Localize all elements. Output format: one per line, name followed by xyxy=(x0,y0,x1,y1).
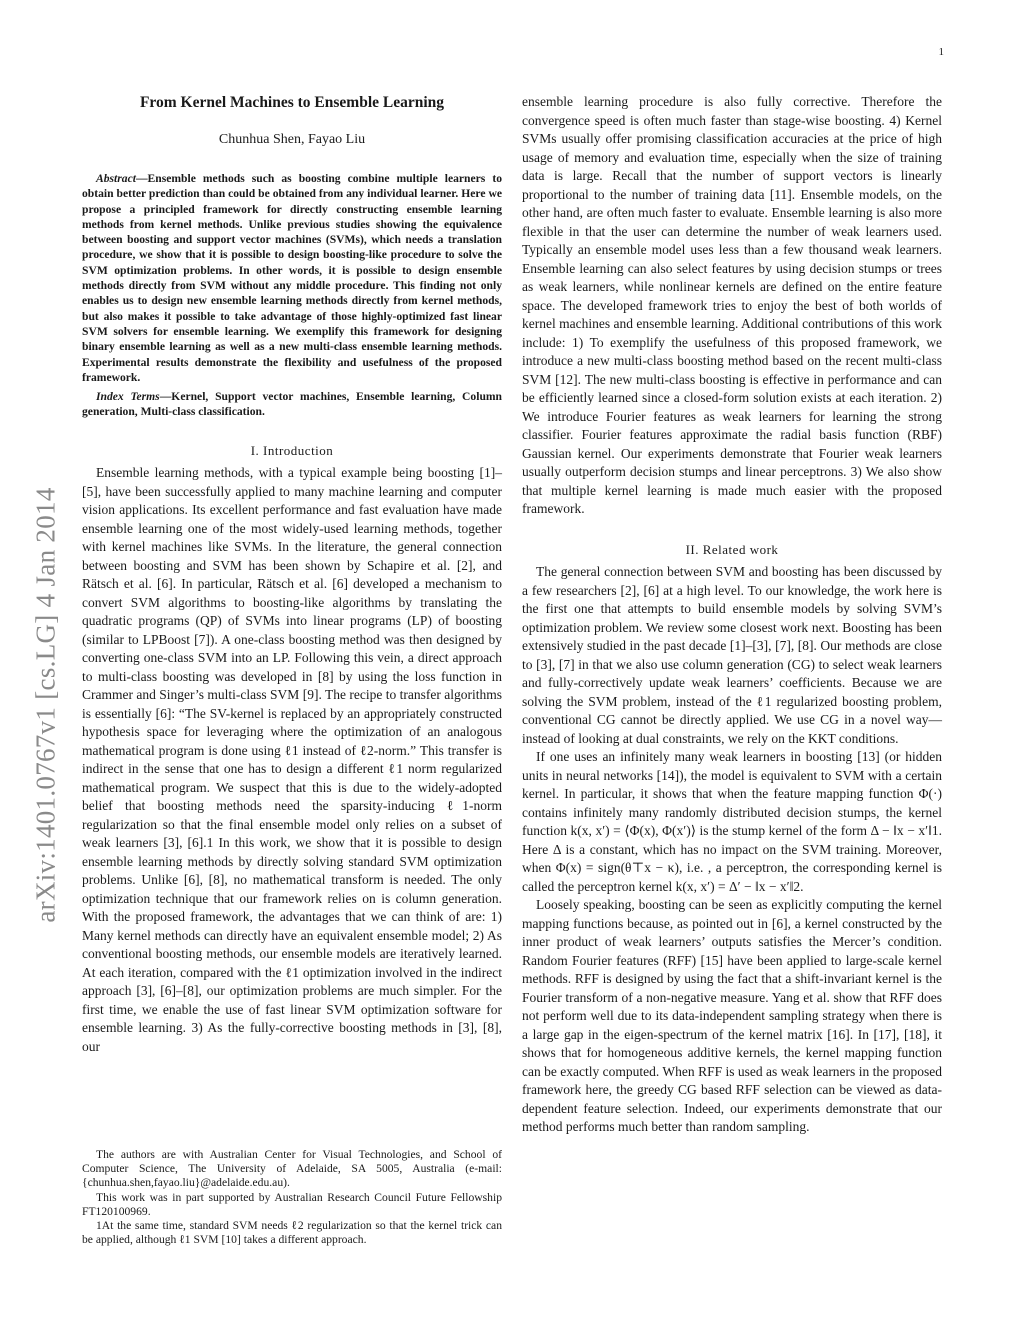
paper-authors: Chunhua Shen, Fayao Liu xyxy=(218,131,366,147)
page-number: 1 xyxy=(938,46,944,58)
related-work-paragraph-2: If one uses an infinitely many weak learners in boosting [13] (or hidden units in neural networks [14]), the model is equivalent to SVM with a certain kernel. In particular, it shows that when the feature mapping function Φ(·) contains infinitely many randomly distributed decision stumps, the kernel function k(x, x′) = ⟨Φ(x), Φ(x′)⟩ is the stump kernel of the form Δ − ‖x − x′‖1. Here Δ is a constant, which has no impact on the SVM training. Moreover, when Φ(x) = sign(θ⊤x − κ), i.e. , a perceptron, the corresponding kernel is called the perceptron kernel k(x, x′) = Δ′ − ‖x − x′‖2. xyxy=(522,749,942,894)
arxiv-stamp: arXiv:1401.0767v1 [cs.LG] 4 Jan 2014 xyxy=(30,487,61,923)
index-terms xyxy=(82,389,502,420)
related-work-paragraph-3: Loosely speaking, boosting can be seen as explicitly computing the kernel mapping functions because, as pointed out in [6], a kernel constructed by the inner product of weak learners’ outputs satisfies the Mercer’s condition. Random Fourier features (RFF) [15] have been applied to large-scale kernel methods. RFF is designed by using the fact that a shift-invariant kernel is the Fourier transform of a non-negative measure. Yang et al. show that RFF does not perform well due to its data-independent sampling strategy when there is a large gap in the eigen-spectrum of the kernel matrix [16]. In [17], [18], it shows that for homogeneous additive kernels, the kernel mapping function can be exactly computed. When RFF is used as weak learners in the proposed framework here, the greedy CG based RFF selection can be viewed as data-dependent feature selection. Indeed, our experiments demonstrate that our method performs much better than random sampling. xyxy=(522,897,942,1134)
footnote-1: 1At the same time, standard SVM needs ℓ2 regularization so that the kernel trick can be applied, although ℓ1 SVM [10] takes a different approach. xyxy=(82,1219,502,1247)
section-heading-related-work: II. Related work xyxy=(685,541,779,557)
right-column xyxy=(522,92,942,1137)
footnote-affiliation: The authors are with Australian Center for Visual Technologies, and School of Computer Science, The University of Adelaide, SA 5005, Australia (e-mail: {chunhua.shen,fayao.liu}@adelaide.edu.au). xyxy=(82,1148,502,1190)
paper-title: From Kernel Machines to Ensemble Learning xyxy=(139,94,445,111)
index-terms-text: —Kernel, Support vector machines, Ensemble learning, Column generation, Multi-class classification. xyxy=(82,390,502,419)
abstract-text: —Ensemble methods such as boosting combine multiple learners to obtain better prediction than could be obtained from any individual learner. Here we propose a principled framework for directly constructing ensemble learning methods from kernel methods. Unlike previous studies showing the equivalence between boosting and support vector machines (SVMs), which needs a translation procedure, we show that it is possible to design boosting-like procedure to solve the SVM optimization problems. In other words, it is possible to design ensemble methods directly from SVM without any middle procedure. This finding not only enables us to design new ensemble learning methods directly from kernel methods, but also makes it possible to take advantage of those highly-optimized fast linear SVM solvers for ensemble learning. We exemplify this framework for designing binary ensemble learning as well as a new multi-class ensemble learning methods. Experimental results demonstrate the flexibility and usefulness of the proposed framework. xyxy=(82,172,502,384)
index-terms-label: Index Terms xyxy=(96,390,160,404)
introduction-paragraph: Ensemble learning methods, with a typical example being boosting [1]–[5], have been successfully applied to many machine learning and computer vision applications. Its excellent performance and fast evaluation have made ensemble learning one of the most widely-used learning methods, together with kernel machines like SVMs. In the literature, the general connection between boosting and SVM has been shown by Schapire et al. [2], and Rätsch et al. [6]. In particular, Rätsch et al. [6] developed a mechanism to convert SVM algorithms to boosting-like algorithms by translating the quadratic programs (QP) of SVMs into linear programs (LP) of boosting (similar to LPBoost [7]). A one-class boosting method was then designed by converting one-class SVM into an LP. Following this vein, a direct approach to multi-class boosting was developed in [8] by using the loss function in Crammer and Singer’s multi-class SVM [9]. The recipe to transfer algorithms is essentially [6]: “The SV-kernel is replaced by an appropriately constructed hypothesis space for leveraging where the optimization of an analogous mathematical program is done using ℓ1 instead of ℓ2-norm.” This transfer is indirect in the sense that one has to design a different ℓ1 norm regularized mathematical program. We suspect that this is due to the widely-adopted belief that boosting methods need the sparsity-inducing ℓ1-norm regularization so that the final ensemble model only relies on a subset of weak learners [3], [6].1 In this work, we show that it is possible to design ensemble learning methods by directly solving standard SVM optimization problems. Unlike [6], [8], no mathematical transform is needed. The only optimization technique that our framework relies on is column generation. With the proposed framework, the advantages that we can think of are: 1) Many kernel methods can directly have an equivalent ensemble model; 2) As conventional boosting methods, our ensemble models are iteratively learned. At each iteration, compared with the ℓ1 optimization involved in the indirect approach [3], [6]–[8], our optimization problems are much simpler. For the first time, we enable the use of fast linear SVM optimization software for ensemble learning. 3) As the fully-corrective boosting methods in [3], [8], our xyxy=(82,465,502,1054)
footnote-funding: This work was in part supported by Australian Research Council Future Fellowship FT120100969. xyxy=(82,1190,502,1218)
introduction-continuation: ensemble learning procedure is also fully corrective. Therefore the convergence speed is often much faster than stage-wise boosting. 4) Kernel SVMs usually offer promising classification accuracies at the price of high usage of memory and evaluation time, especially when the size of training data is large. Recall that the number of support vectors is linearly proportional to the number of training data [11]. Ensemble models, on the other hand, are often much faster to evaluate. Ensemble learning is also more flexible in that the user can determine the number of weak learners used. Typically an ensemble model uses less than a few thousand weak learners. Ensemble learning can also select features by using decision stumps or trees as weak learners, while nonlinear kernels are defined on the entire feature space. The developed framework tries to enjoy the best of both worlds of kernel machines and ensemble learning. Additional contributions of this work include: 1) To exemplify the usefulness of this proposed framework, we introduce a new multi-class boosting method based on the recent multi-class SVM [12]. The new multi-class boosting is effective in performance and can be efficiently learned since a closed-form solution exists at each iteration. 2) We introduce Fourier features as weak learners for learning the strong classifier. Fourier features approximate the radial basis function (RBF) Gaussian kernel. Our experiments demonstrate that Fourier weak learners usually outperform decision stumps and linear perceptrons. 3) We also show that multiple kernel learning is made much easier with the proposed framework. xyxy=(522,94,942,516)
footnotes xyxy=(82,1148,502,1247)
left-column xyxy=(82,92,502,1056)
related-work-paragraph-1: The general connection between SVM and boosting has been discussed by a few researchers [2], [6] at a high level. To our knowledge, the work here is the first one that attempts to build ensemble models by solving SVM’s optimization problem. We review some closest work next. Boosting has been extensively studied in the past decade [1]–[3], [7], [8]. Our methods are close to [3], [7] in that we also use column generation (CG) to select weak learners and fully-correctively update weak learners’ coefficients. Because we are solving the SVM problem, instead of the ℓ1 regularized boosting problem, conventional CG cannot be directly applied. We use CG in a novel way—instead of looking at dual constraints, we rely on the KKT conditions. xyxy=(522,564,942,746)
abstract-label: Abstract xyxy=(96,172,136,185)
section-heading-introduction: I. Introduction xyxy=(250,442,334,458)
abstract xyxy=(82,171,502,385)
